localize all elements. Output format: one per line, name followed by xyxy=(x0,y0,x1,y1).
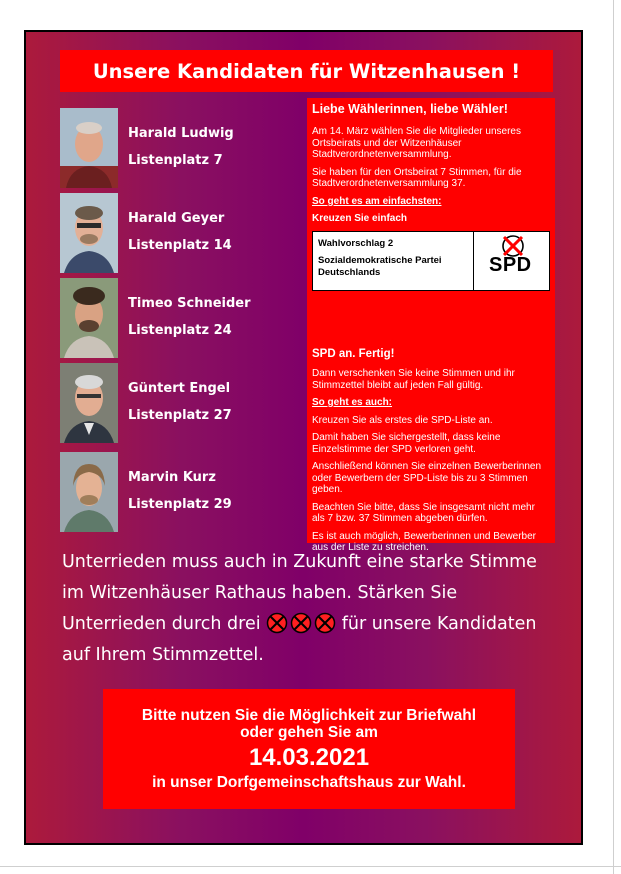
candidate-photo xyxy=(60,452,118,532)
info-paragraph: Sie haben für den Ortsbeirat 7 Stimmen, für die Stadtverordnetenversammlung 37. xyxy=(312,166,522,189)
notice-line: in unser Dorfgemeinschaftshaus zur Wahl. xyxy=(152,774,466,791)
poster xyxy=(24,30,583,845)
ballot-party-name: Sozialdemokratische Partei Deutschlands xyxy=(318,255,442,278)
info-paragraph: Kreuzen Sie als erstes die SPD-Liste an. xyxy=(312,414,493,426)
info-paragraph: Damit haben Sie sichergestellt, dass keine Einzelstimme der SPD verloren geht. xyxy=(312,432,501,455)
candidate-name: Harald Ludwig xyxy=(128,126,234,141)
candidate-harald-ludwig xyxy=(60,108,300,188)
candidate-list-position: Listenplatz 24 xyxy=(128,323,232,338)
notice-line: oder gehen Sie am xyxy=(240,724,378,741)
candidate-list-position: Listenplatz 29 xyxy=(128,497,232,512)
info-paragraph: Beachten Sie bitte, dass Sie insgesamt nicht mehr als 7 bzw. 37 Stimmen abgeben dürfen. xyxy=(312,501,535,524)
candidate-name: Harald Geyer xyxy=(128,211,225,226)
page-edge xyxy=(0,866,621,867)
info-paragraph: SPD an. Fertig! xyxy=(312,347,395,360)
election-notice xyxy=(103,689,515,809)
closing-message xyxy=(62,547,562,671)
info-paragraph: Kreuzen Sie einfach xyxy=(312,213,408,224)
candidate-marvin-kurz xyxy=(60,452,300,532)
greeting: Liebe Wählerinnen, liebe Wähler! xyxy=(312,102,508,116)
candidate-photo xyxy=(60,108,118,188)
candidate-photo xyxy=(60,363,118,443)
info-heading-also: So geht es auch: xyxy=(312,397,393,408)
closing-message-end: für unsere Kandidaten auf Ihrem Stimmzettel. xyxy=(62,614,537,665)
info-paragraph: Dann verschenken Sie keine Stimmen und ihr Stimmzettel bleibt auf jeden Fall gültig. xyxy=(312,368,515,391)
candidate-name: Timeo Schneider xyxy=(128,296,251,311)
voting-info-panel xyxy=(307,98,555,553)
candidate-list-position: Listenplatz 7 xyxy=(128,153,223,168)
page-title: Unsere Kandidaten für Witzenhausen ! xyxy=(60,50,553,92)
candidate-photo xyxy=(60,193,118,273)
candidate-photo xyxy=(60,278,118,358)
candidate-timeo-schneider xyxy=(60,278,300,358)
candidate-list-position: Listenplatz 27 xyxy=(128,408,232,423)
closing-message-start: Unterrieden muss auch in Zukunft eine starke Stimme im Witzenhäuser Rathaus haben. Stärken Sie Unterrieden durch drei xyxy=(62,552,537,634)
ballot-divider xyxy=(473,232,474,290)
candidate-name: Marvin Kurz xyxy=(128,470,216,485)
candidate-name: Güntert Engel xyxy=(128,381,231,396)
three-crosses-icon xyxy=(266,612,336,634)
spd-logo-text: SPD xyxy=(489,253,532,276)
candidate-list-position: Listenplatz 14 xyxy=(128,238,232,253)
notice-line: Bitte nutzen Sie die Möglichkeit zur Briefwahl xyxy=(141,707,477,724)
page-edge xyxy=(613,0,614,874)
candidate-harald-geyer xyxy=(60,193,300,273)
info-paragraph: Am 14. März wählen Sie die Mitglieder unseres Ortsbeirats und der Witzenhäuser Stadtverordnetenversammlung. xyxy=(312,126,521,160)
ballot-example xyxy=(312,231,550,291)
info-paragraph: Es ist auch möglich, Bewerberinnen und Bewerber aus der Liste zu streichen. xyxy=(312,530,537,553)
info-heading-easiest: So geht es am einfachsten: xyxy=(312,195,442,207)
ballot-party-label xyxy=(318,238,468,279)
info-paragraph: Anschließend können Sie einzelnen Bewerberinnen oder Bewerbern der SPD-Liste bis zu 3 Stimmen geben. xyxy=(312,461,542,495)
ballot-proposal-number: Wahlvorschlag 2 xyxy=(318,237,394,249)
election-date: 14.03.2021 xyxy=(248,744,370,771)
candidate-guentert-engel xyxy=(60,363,300,443)
spd-logo xyxy=(475,232,549,290)
